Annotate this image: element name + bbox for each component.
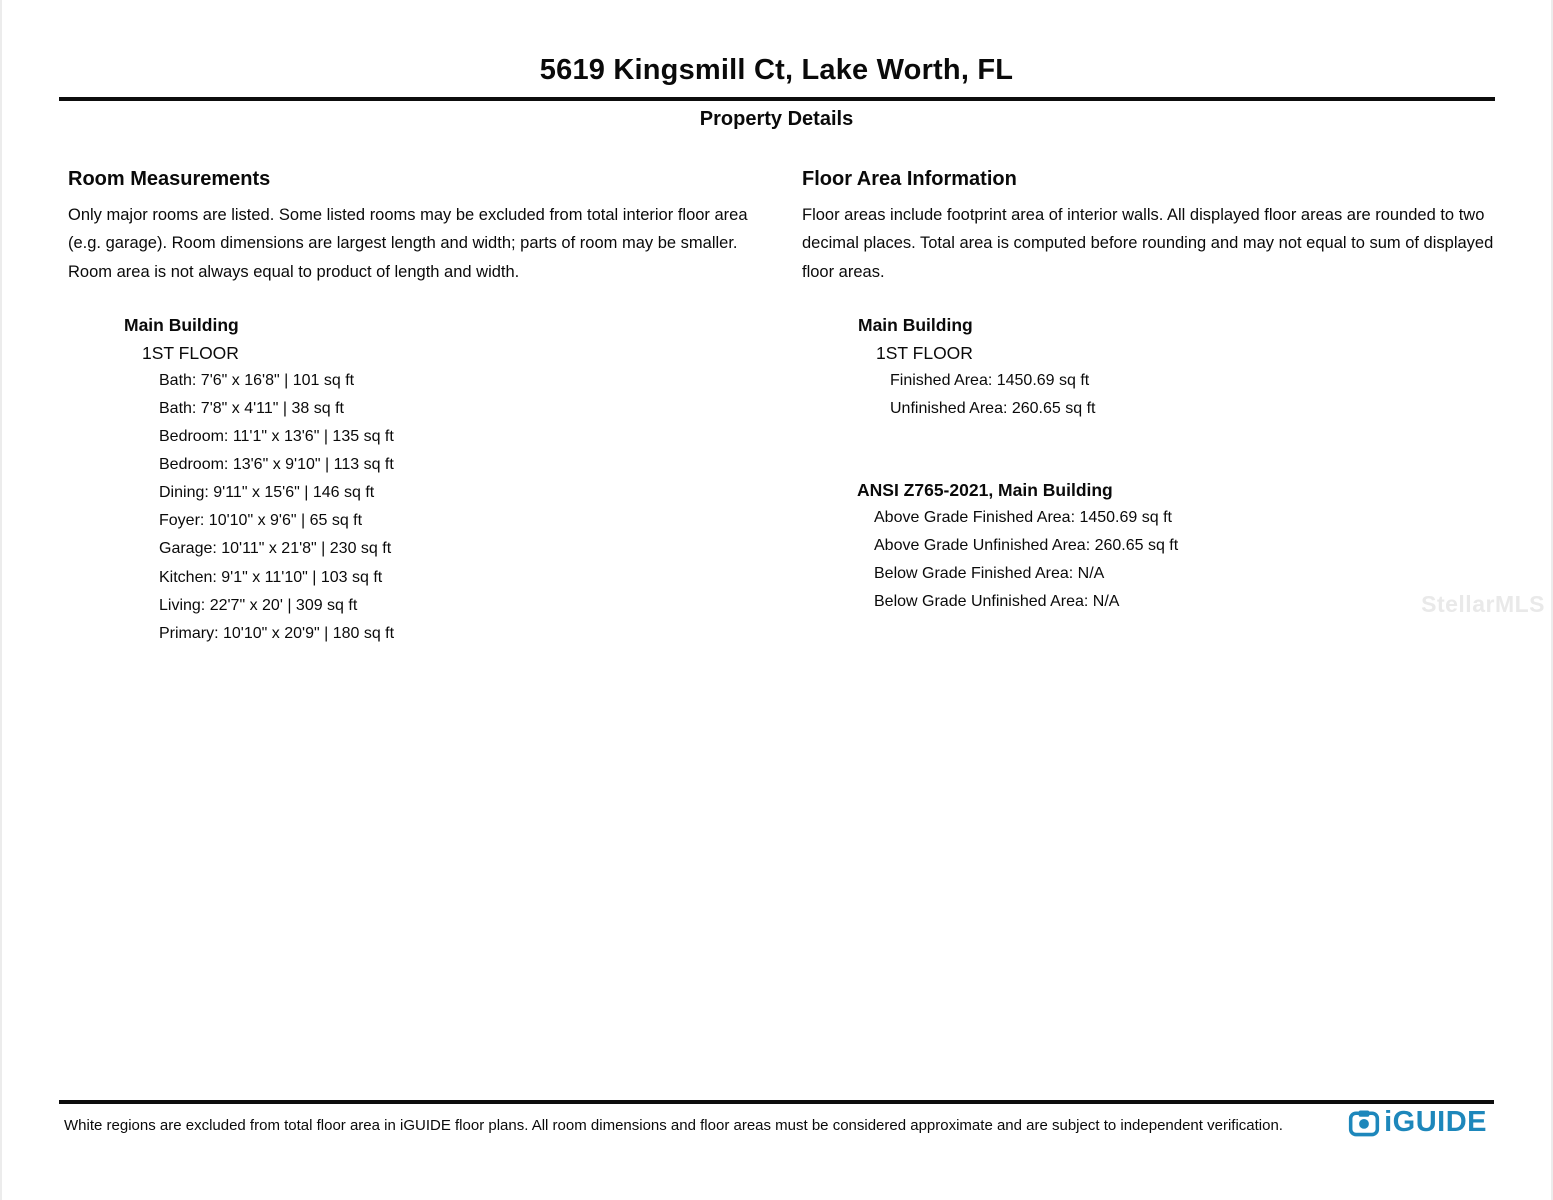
- ansi-area-list-item: Above Grade Unfinished Area: 260.65 sq ft: [874, 537, 1179, 555]
- ansi-area-list-item: Below Grade Unfinished Area: N/A: [874, 593, 1120, 611]
- area-list-item: Finished Area: 1450.69 sq ft: [890, 371, 1090, 389]
- ansi-area-list-item: Above Grade Finished Area: 1450.69 sq ft: [874, 509, 1172, 527]
- iguide-logo: [1348, 1106, 1487, 1139]
- area-list: [802, 367, 1522, 423]
- content-columns: [2, 165, 1551, 648]
- ansi-block: [802, 476, 1522, 616]
- room-measurements-section: [68, 165, 768, 648]
- stellar-mls-watermark: StellarMLS: [1421, 591, 1545, 617]
- room-measurements-description: Only major rooms are listed. Some listed rooms may be excluded from total interior floor area (e.g. garage). Room dimensions are largest length and width; parts of room may be smaller. Room area is not always equal to product of length and width.: [68, 206, 748, 281]
- ansi-heading: ANSI Z765-2021, Main Building: [857, 480, 1113, 501]
- ansi-area-list-item: Below Grade Finished Area: N/A: [874, 565, 1105, 583]
- room-list-item: Bedroom: 11'1" x 13'6" | 135 sq ft: [159, 428, 394, 446]
- room-measurements-building-block: [68, 311, 768, 648]
- room-list-item: Kitchen: 9'1" x 11'10" | 103 sq ft: [159, 568, 383, 586]
- building-name: Main Building: [124, 314, 239, 335]
- footer-disclaimer: White regions are excluded from total floor area in iGUIDE floor plans. All room dimensions and floor areas must be considered approximate and are subject to independent verification.: [64, 1116, 1283, 1134]
- room-list-item: Living: 22'7" x 20' | 309 sq ft: [159, 596, 358, 614]
- room-list-item: Dining: 9'11" x 15'6" | 146 sq ft: [159, 484, 375, 502]
- room-measurements-heading: Room Measurements: [68, 168, 271, 190]
- room-list-item: Foyer: 10'10" x 9'6" | 65 sq ft: [159, 512, 363, 530]
- floor-name: 1ST FLOOR: [876, 342, 973, 363]
- room-list-item: Bath: 7'8" x 4'11" | 38 sq ft: [159, 399, 344, 417]
- page-subtitle: Property Details: [699, 108, 854, 130]
- floor-area-building-block: [802, 311, 1522, 423]
- room-list-item: Primary: 10'10" x 20'9" | 180 sq ft: [159, 624, 395, 642]
- room-list-item: Garage: 10'11" x 21'8" | 230 sq ft: [159, 540, 392, 558]
- iguide-logo-text: iGUIDE: [1384, 1106, 1487, 1138]
- title-divider: [59, 97, 1495, 101]
- room-list: [68, 367, 768, 648]
- footer: [64, 1106, 1487, 1139]
- iguide-camera-icon: [1348, 1108, 1380, 1138]
- room-list-item: Bath: 7'6" x 16'8" | 101 sq ft: [159, 371, 355, 389]
- floor-area-description: Floor areas include footprint area of interior walls. All displayed floor areas are rounded to two decimal places. Total area is computed before rounding and may not equal to sum of displayed floor areas.: [802, 206, 1494, 281]
- floor-name: 1ST FLOOR: [142, 342, 239, 363]
- area-list-item: Unfinished Area: 260.65 sq ft: [890, 399, 1096, 417]
- footer-divider: [59, 1100, 1494, 1104]
- building-name: Main Building: [858, 314, 973, 335]
- floor-area-heading: Floor Area Information: [802, 168, 1017, 190]
- floor-area-section: [802, 165, 1522, 648]
- page-title: 5619 Kingsmill Ct, Lake Worth, FL: [539, 54, 1014, 86]
- room-list-item: Bedroom: 13'6" x 9'10" | 113 sq ft: [159, 456, 394, 474]
- ansi-area-list: [802, 504, 1522, 616]
